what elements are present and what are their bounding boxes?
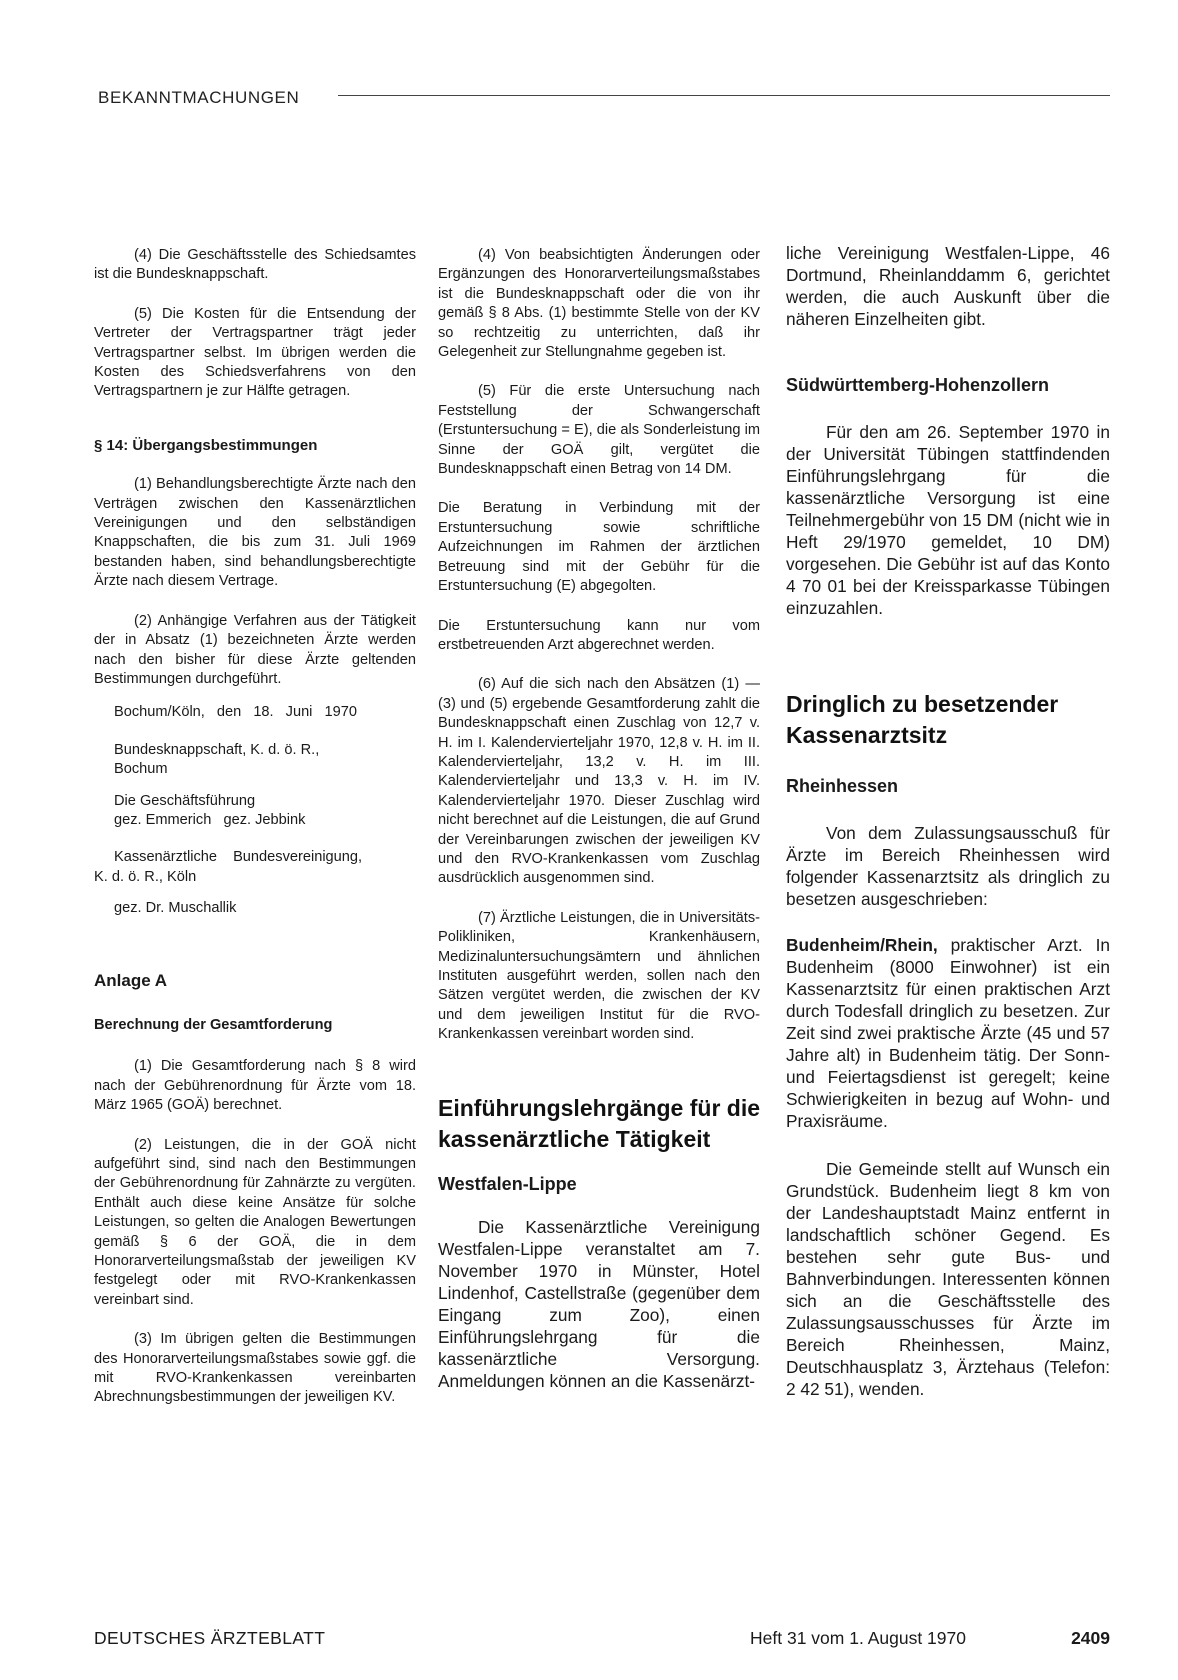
- region-heading: Südwürttemberg-Hohenzollern: [786, 375, 1050, 395]
- article-heading: Dringlich zu besetzender Kassenarztsitz: [786, 691, 1059, 748]
- signature-line: Bundesknappschaft, K. d. ö. R.,: [114, 741, 320, 758]
- paragraph: Die Beratung in Verbindung mit der Erstuntersuchung sowie schriftliche Aufzeichnungen im Rahmen der ärztlichen Betreuung sind mit der Gebühr für die Erstuntersuchung (E) abgegolten.: [438, 500, 760, 595]
- place-date: [114, 703, 416, 722]
- paragraph: liche Vereinigung Westfalen-Lippe, 46 Dortmund, Rheinlanddamm 6, gerichtet werden, die auch Auskunft über die näheren Einzelheiten gibt.: [786, 243, 1110, 329]
- signature-line: gez. Dr. Muschallik: [114, 900, 237, 917]
- paragraph: (4) Die Geschäftsstelle des Schiedsamtes ist die Bundesknappschaft.: [94, 247, 416, 283]
- signature-block: [94, 848, 416, 887]
- paragraph: [786, 934, 1110, 1132]
- paragraph: (5) Die Kosten für die Entsendung der Vertreter der Vertragspartner trägt jeder Vertragspartner selbst. Im übrigen werden die Kosten des Schiedsverfahrens von den Vertragspartnern je zur Hälfte getragen.: [94, 305, 416, 400]
- paragraph: (4) Von beabsichtigten Änderungen oder Ergänzungen des Honorarverteilungsmaßstabes ist die Bundesknappschaft oder die von ihr gemäß § 8 Abs. (1) bestimmte Stelle von der KV so rechtzeitig zu unterrichten, daß ihr Gelegenheit zur Stellungnahme gegeben ist.: [438, 247, 760, 361]
- paragraph: (2) Leistungen, die in der GOÄ nicht aufgeführt sind, sind nach den Bestimmungen der Gebührenordnung für Zahnärzte zu vergüten. Enthält auch diese keine Ansätze für solche Leistungen, so gelten die Analogen Bewertungen gemäß § 6 der GOÄ, die in dem Honorarverteilungsmaßstab der jeweiligen KV festgelegt oder mit RVO-Krankenkassen vereinbart sind.: [94, 1136, 416, 1308]
- header-rule: [338, 95, 1110, 96]
- journal-name: DEUTSCHES ÄRZTEBLATT: [94, 1628, 326, 1648]
- paragraph: Die Kassenärztliche Vereinigung Westfalen-Lippe veranstaltet am 7. November 1970 in Münster, Hotel Lindenhof, Castellstraße (gegenüber dem Eingang zum Zoo), einen Einführungslehrgang für die kassenärztliche Versorgung. Anmeldungen können an die Kassenärzt-: [438, 1216, 760, 1391]
- signature-line: gez. Emmerich gez. Jebbink: [114, 811, 306, 828]
- region-heading: Westfalen-Lippe: [438, 1173, 577, 1194]
- paragraph-text: praktischer Arzt. In Budenheim (8000 Einwohner) ist ein Kassenarztsitz für einen praktischen Arzt durch Todesfall dringlich zu besetzen. Zur Zeit sind zwei praktische Ärzte (45 und 57 Jahre alt) in Budenheim tätig. Der Sonn- und Feiertagsdienst ist geregelt; keine Schwierigkeiten in bezug auf Wohn- und Praxisräume.: [786, 935, 1110, 1131]
- running-header: [98, 88, 1110, 112]
- signature-line: K. d. ö. R., Köln: [94, 868, 197, 885]
- paragraph: (6) Auf die sich nach den Absätzen (1) — (3) und (5) ergebende Gesamtforderung zahlt die Bundesknappschaft einen Zuschlag von 12,7 v. H. im I. Kalendervierteljahr 1970, 12,8 v. H. im II. Kalendervierteljahr, 13,2 v. H. im III. Kalendervierteljahr und 13,3 v. H. im IV. Kalendervierteljahr 1970. Dieser Zuschlag wird nicht berechnet auf die Leistungen, die auf Grund der Vereinbarungen zwischen der jeweiligen KV und den RVO-Krankenkassen vom Zuschlag ausdrücklich ausgenommen sind.: [438, 676, 760, 887]
- region-heading: Rheinhessen: [786, 776, 899, 796]
- page-number: 2409: [1071, 1628, 1110, 1648]
- paragraph: (3) Im übrigen gelten die Bestimmungen des Honorarverteilungsmaßstabes sowie ggf. die mit RVO-Krankenkassen vereinbarten Abrechnungsbestimmungen der jeweiligen KV.: [94, 1331, 416, 1406]
- running-footer: [94, 1628, 1110, 1652]
- signature-line: Die Geschäftsführung: [114, 792, 256, 809]
- paragraph: Die Gemeinde stellt auf Wunsch ein Grundstück. Budenheim liegt 8 km von der Landeshauptstadt Mainz entfernt in landschaftlich schöner Gegend. Es bestehen sehr gute Bus- und Bahnverbindungen. Interessenten können sich an die Geschäftsstelle des Zulassungsausschusses für Ärzte im Bereich Rheinhessen, Mainz, Deutschhausplatz 3, Ärztehaus (Telefon: 2 42 51), wenden.: [786, 1159, 1110, 1399]
- locality-name: Budenheim/Rhein,: [786, 935, 938, 955]
- column-3: [786, 243, 1110, 1420]
- paragraph: Von dem Zulassungsausschuß für Ärzte im Bereich Rheinhessen wird folgender Kassenarztsitz als dringlich zu besetzen ausgeschrieben:: [786, 823, 1110, 909]
- paragraph: (2) Anhängige Verfahren aus der Tätigkeit der in Absatz (1) bezeichneten Ärzte werden nach den bisher für diese Ärzte geltenden Bestimmungen durchgeführt.: [94, 612, 416, 687]
- annex-heading: Anlage A: [94, 970, 168, 990]
- paragraph: Für den am 26. September 1970 in der Universität Tübingen stattfindenden Einführungslehrgang für die kassenärztliche Versorgung ist eine Teilnehmergebühr von 15 DM (nicht wie in Heft 29/1970 gemeldet, 10 DM) vorgesehen. Die Gebühr ist auf das Konto 4 70 01 bei der Kreissparkasse Tübingen einzuzahlen.: [786, 422, 1110, 618]
- issue-info: Heft 31 vom 1. August 1970: [750, 1628, 966, 1648]
- paragraph: (7) Ärztliche Leistungen, die in Universitäts-Polikliniken, Krankenhäusern, Medizinaluntersuchungsämtern und ähnlichen Instituten ausgeführt werden, sollen nach den Sätzen vergütet werden, die zwischen der KV und dem jeweiligen Institut für die RVO-Krankenkassen vereinbart worden sind.: [438, 909, 760, 1043]
- paragraph: (1) Die Gesamtforderung nach § 8 wird nach der Gebührenordnung für Ärzte vom 18. März 1965 (GOÄ) berechnet.: [94, 1058, 416, 1114]
- paragraph: (5) Für die erste Untersuchung nach Feststellung der Schwangerschaft (Erstuntersuchung = E), die als Sonderleistung im Sinne der GOÄ gilt, vergütet die Bundesknappschaft einen Betrag von 14 DM.: [438, 383, 760, 478]
- signature-line: Bochum: [114, 761, 168, 778]
- subsection-heading: Berechnung der Gesamtforderung: [94, 1016, 333, 1033]
- signature-line: Kassenärztliche Bundesvereinigung,: [114, 849, 363, 866]
- column-1: [94, 246, 416, 1428]
- section-label: BEKANNTMACHUNGEN: [98, 88, 300, 107]
- paragraph: (1) Behandlungsberechtigte Ärzte nach den Verträgen zwischen den Kassenärztlichen Vereinigungen und den selbständigen Knappschaften, die bis zum 31. Juli 1969 bestanden haben, sind behandlungsberechtigte Ärzte nach diesem Vertrage.: [94, 476, 416, 590]
- article-heading: Einführungslehrgänge für die kassenärztliche Tätigkeit: [438, 1094, 761, 1152]
- section-heading: § 14: Übergangsbestimmungen: [94, 436, 318, 454]
- signature-block: [114, 899, 416, 918]
- column-2: [438, 246, 760, 1412]
- signature-block: [114, 741, 416, 780]
- signature-block: [114, 792, 416, 831]
- paragraph: Die Erstuntersuchung kann nur vom erstbetreuenden Arzt abgerechnet werden.: [438, 617, 760, 653]
- place-date-text: Bochum/Köln, den 18. Juni 1970: [114, 704, 357, 721]
